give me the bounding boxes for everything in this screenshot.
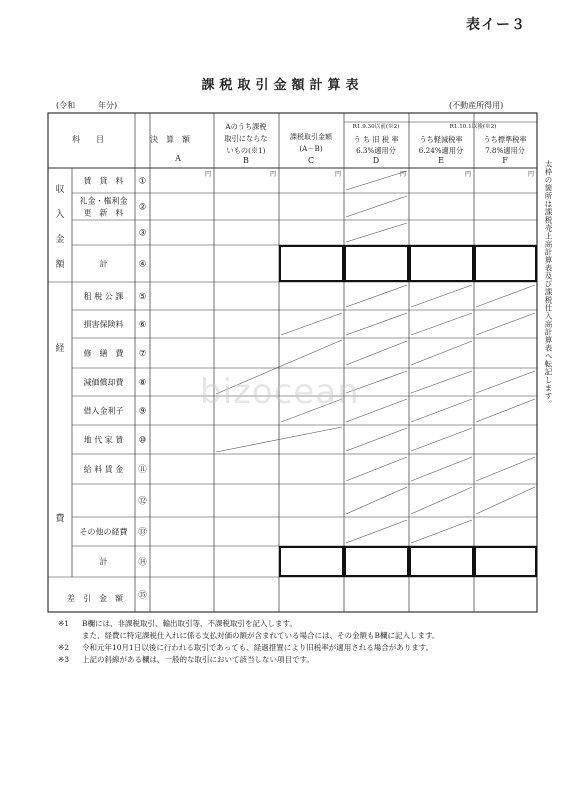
- diagonal-mark: [411, 313, 472, 335]
- header-c-line2: (A－B): [299, 144, 323, 153]
- diagonal-mark: [346, 520, 407, 543]
- diagonal-mark: [411, 371, 472, 393]
- section-income-char-2: 入: [55, 210, 65, 220]
- header-b-line1: Aのうち課税: [225, 122, 267, 131]
- row-number: ⑬: [138, 527, 147, 538]
- table-outer-border: [48, 113, 537, 612]
- row-number: ②: [138, 202, 147, 213]
- row-label: 租 税 公 課: [83, 292, 124, 301]
- row-number: ⑥: [138, 320, 147, 330]
- header-c-line1: 課税取引金額: [290, 133, 332, 141]
- header-subject: 科 目: [72, 135, 104, 144]
- unit-yen-label: 円: [269, 171, 276, 178]
- diagonal-mark: [411, 487, 472, 514]
- row-label: 計: [99, 259, 108, 269]
- section-income-char-4: 額: [55, 260, 65, 270]
- unit-yen-label: 円: [399, 171, 406, 178]
- thick-cell-frame: [475, 547, 536, 576]
- year-label: 年分): [98, 101, 118, 110]
- thick-cell-frame: [410, 547, 473, 576]
- row-label: 借入金利子: [83, 406, 124, 416]
- row-label: 減価償却費: [83, 378, 124, 387]
- form-id: 表イー３: [466, 17, 526, 33]
- unit-yen-label: 円: [204, 171, 211, 178]
- diagonal-mark: [411, 399, 472, 422]
- notes-section: [58, 618, 528, 666]
- note-1-mark: ※1: [58, 619, 70, 628]
- era-label: (令和: [56, 101, 76, 110]
- note-1-text: B欄には、非課税取引、輸出取引等、不課税取引を記入します。: [82, 619, 297, 628]
- row-number: ⑩: [138, 435, 147, 446]
- header-e-letter: E: [438, 156, 444, 165]
- row-label: その他の経費: [79, 527, 128, 537]
- thick-cell-frame: [475, 246, 536, 281]
- row-number: ④: [138, 259, 147, 270]
- row-number: ⑫: [138, 496, 147, 507]
- row-label: 地 代 家 賃: [83, 435, 124, 445]
- row-label: 修 繕 費: [83, 349, 124, 358]
- table-grid: [48, 113, 537, 612]
- row-number: ⑦: [138, 349, 147, 359]
- row-number: ⑤: [138, 292, 147, 302]
- section-expense-top: 経: [55, 344, 65, 354]
- section-expense-bottom: 費: [55, 514, 65, 524]
- unit-labels: [205, 171, 534, 178]
- header-d-line2: 6.3%適用分: [356, 146, 396, 155]
- row-number: ⑮: [138, 590, 147, 601]
- unit-yen-label: 円: [464, 171, 471, 178]
- usage-label: (不動産所得用): [449, 101, 504, 110]
- row-number: ③: [138, 228, 147, 239]
- header-b-letter: B: [243, 156, 249, 165]
- diagonal-mark: [346, 285, 407, 307]
- note-1: [58, 618, 528, 630]
- row-number: ⑪: [138, 465, 147, 475]
- header-group-old: R1.9.30以前(※2): [352, 124, 400, 130]
- thick-cell-frame: [345, 547, 408, 576]
- header-a-label: 決 算 額: [150, 135, 190, 144]
- thick-cell-frame: [345, 246, 408, 281]
- diagonal-mark: [476, 285, 535, 307]
- section-income-char-3: 金: [55, 235, 65, 245]
- header-f-line1: うち標準税率: [483, 135, 527, 144]
- diagonal-mark: [346, 196, 407, 217]
- side-note: 太枠の箇所は課税売上高計算表及び課税仕入高計算表へ転記します。: [544, 160, 553, 408]
- diagonal-mark: [346, 223, 407, 242]
- row-label: 給 料 賃 金: [83, 465, 124, 474]
- row-label: 損害保険料: [83, 320, 124, 329]
- header-c-letter: C: [307, 156, 315, 165]
- diagonal-mark: [346, 457, 407, 481]
- diagonal-mark: [346, 428, 407, 451]
- diagonal-mark: [411, 428, 472, 451]
- diagonal-mark: [476, 371, 535, 393]
- page-title: 課税取引金額計算表: [201, 78, 364, 93]
- diagonal-mark: [411, 341, 472, 365]
- watermark: bizocean: [200, 372, 360, 412]
- unit-yen-label: 円: [334, 171, 341, 178]
- section-income-char-1: 収: [55, 185, 65, 195]
- row-number: ⑨: [138, 406, 147, 417]
- unit-yen-label: 円: [527, 171, 534, 178]
- thick-cell-frame: [280, 547, 343, 576]
- row-label: 賃 貸 料: [83, 176, 124, 186]
- header-b-line3: いもの(※1): [226, 146, 266, 155]
- header-b-line2: 取引にならな: [224, 134, 268, 143]
- note-1-cont: [58, 630, 528, 642]
- diagonal-mark: [476, 399, 535, 422]
- thick-cell-frame: [410, 246, 473, 281]
- diagonal-mark: [281, 313, 342, 335]
- note-2: [58, 642, 528, 654]
- row-labels: [80, 176, 148, 601]
- table-header: [72, 122, 527, 165]
- row-number: ①: [138, 176, 147, 187]
- diagonal-mark: [411, 520, 472, 543]
- note-3-text: 上記の斜線がある欄は、一般的な取引において該当しない項目です。: [82, 655, 314, 664]
- diagonal-mark: [476, 487, 535, 514]
- header-d-line1: う ち 旧 税 率: [353, 135, 399, 144]
- header-f-letter: F: [502, 156, 508, 165]
- note-1-cont-mark: [58, 630, 82, 642]
- note-1-cont-text: また、経費に特定課税仕入れに係る支払対価の額が含まれている場合には、その金額もB欄に記入します。: [82, 631, 440, 640]
- header-group-new: R1.10.1以後(※2): [449, 124, 497, 130]
- diagonal-mark: [476, 313, 535, 335]
- diagonal-mark: [411, 457, 472, 481]
- diagonal-mark: [346, 313, 407, 335]
- diagonal-mark: [346, 341, 407, 365]
- note-3-mark: ※3: [58, 655, 70, 664]
- row-label: 礼金・権利金: [79, 196, 128, 206]
- row-number: ⑧: [138, 378, 147, 388]
- diagonal-mark: [476, 457, 535, 481]
- note-3: [58, 654, 528, 666]
- note-2-mark: ※2: [58, 643, 70, 652]
- diagonal-marks: [216, 171, 535, 543]
- thick-cell-frame: [280, 246, 343, 281]
- note-2-text: 令和元年10月1日以後に行われる取引であっても、経過措置により旧税率が適用される場合があります。: [82, 643, 434, 652]
- row-number: ⑭: [138, 557, 147, 568]
- row-label: 更 新 料: [83, 208, 124, 218]
- diagonal-mark: [346, 171, 407, 190]
- header-f-line2: 7.8%適用分: [485, 146, 525, 155]
- section-labels: [55, 183, 124, 603]
- diagonal-mark: [411, 285, 472, 307]
- row-label: 計: [99, 557, 108, 567]
- header-a-letter: A: [175, 154, 181, 163]
- header-e-line1: うち軽減税率: [419, 135, 463, 144]
- diagonal-mark: [346, 487, 407, 514]
- header-d-letter: D: [372, 156, 380, 165]
- header-e-line2: 6.24%適用分: [418, 146, 464, 155]
- diff-label: 差 引 金 額: [67, 594, 123, 603]
